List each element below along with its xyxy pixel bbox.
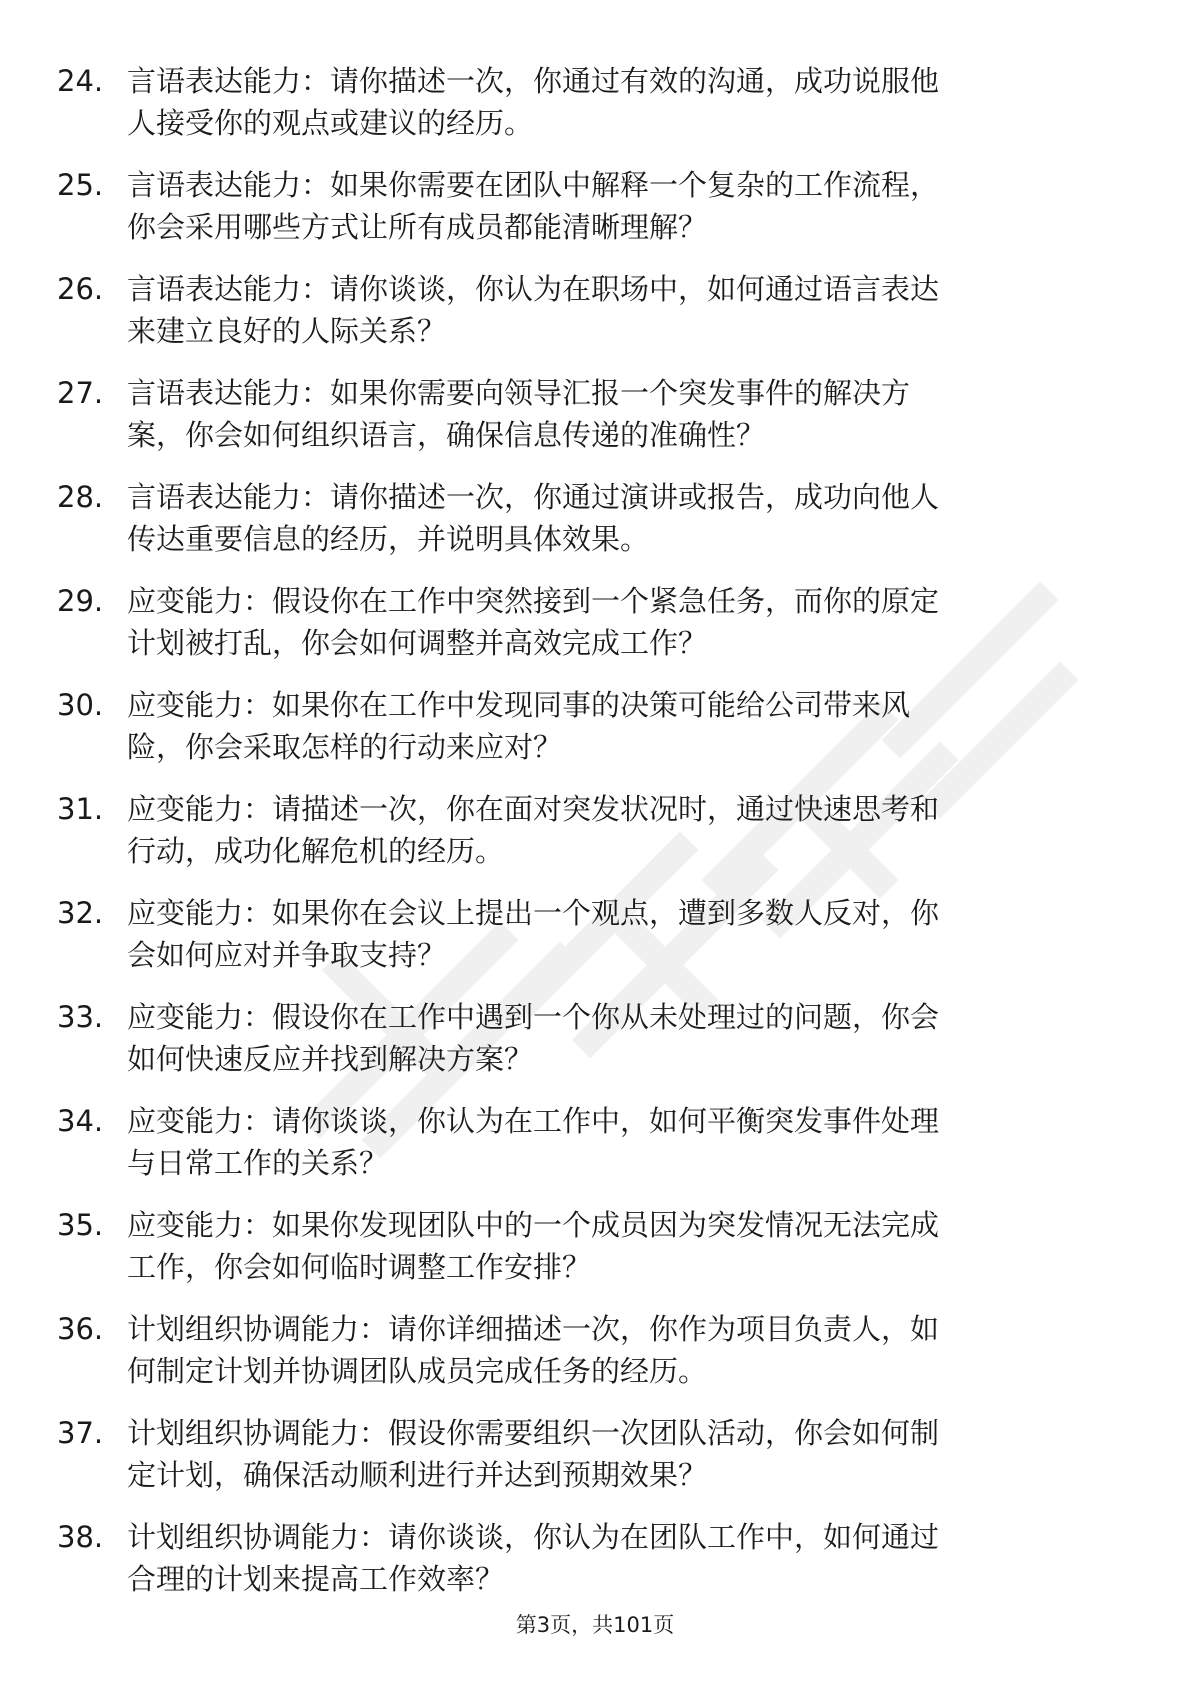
question-number: 34. <box>57 1104 104 1138</box>
question-line: 言语表达能力：如果你需要在团队中解释一个复杂的工作流程， <box>127 168 940 202</box>
question-line: 应变能力：如果你发现团队中的一个成员因为突发情况无法完成 <box>127 1208 940 1242</box>
question-text <box>127 476 1127 560</box>
question-text <box>127 788 1127 872</box>
question-item <box>0 464 1190 568</box>
question-line: 行动，成功化解危机的经历。 <box>127 834 505 868</box>
question-line: 如何快速反应并找到解决方案？ <box>127 1042 534 1076</box>
question-item <box>0 1504 1190 1608</box>
question-number: 32. <box>57 896 104 930</box>
question-line: 定计划，确保活动顺利进行并达到预期效果？ <box>127 1458 708 1492</box>
question-text <box>127 1308 1127 1392</box>
question-text <box>127 372 1127 456</box>
question-number: 27. <box>57 376 104 410</box>
question-line: 来建立良好的人际关系？ <box>127 314 447 348</box>
question-line: 会如何应对并争取支持？ <box>127 938 447 972</box>
question-line: 险，你会采取怎样的行动来应对？ <box>127 730 563 764</box>
question-item <box>0 360 1190 464</box>
question-line: 合理的计划来提高工作效率？ <box>127 1562 505 1596</box>
question-line: 案，你会如何组织语言，确保信息传递的准确性？ <box>127 418 766 452</box>
question-item <box>0 1192 1190 1296</box>
question-number: 36. <box>57 1312 104 1346</box>
question-line: 人接受你的观点或建议的经历。 <box>127 106 534 140</box>
question-text <box>127 1516 1127 1600</box>
question-text <box>127 892 1127 976</box>
question-item <box>0 880 1190 984</box>
question-line: 计划组织协调能力：假设你需要组织一次团队活动，你会如何制 <box>127 1416 940 1450</box>
question-item <box>0 984 1190 1088</box>
page-footer <box>0 1610 1190 1640</box>
question-number: 24. <box>57 64 104 98</box>
question-number: 26. <box>57 272 104 306</box>
question-item <box>0 1296 1190 1400</box>
question-line: 言语表达能力：如果你需要向领导汇报一个突发事件的解决方 <box>127 376 911 410</box>
question-line: 应变能力：请你谈谈，你认为在工作中，如何平衡突发事件处理 <box>127 1104 940 1138</box>
question-line: 应变能力：请描述一次，你在面对突发状况时，通过快速思考和 <box>127 792 940 826</box>
question-line: 应变能力：假设你在工作中突然接到一个紧急任务，而你的原定 <box>127 584 940 618</box>
question-line: 应变能力：假设你在工作中遇到一个你从未处理过的问题，你会 <box>127 1000 940 1034</box>
question-item <box>0 776 1190 880</box>
question-line: 计划组织协调能力：请你谈谈，你认为在团队工作中，如何通过 <box>127 1520 940 1554</box>
question-text <box>127 268 1127 352</box>
question-text <box>127 996 1127 1080</box>
question-list <box>0 48 1190 1608</box>
question-number: 37. <box>57 1416 104 1450</box>
page-number-label: 第3页，共101页 <box>515 1613 675 1637</box>
question-text <box>127 580 1127 664</box>
question-line: 言语表达能力：请你谈谈，你认为在职场中，如何通过语言表达 <box>127 272 940 306</box>
question-line: 言语表达能力：请你描述一次，你通过演讲或报告，成功向他人 <box>127 480 940 514</box>
question-item <box>0 256 1190 360</box>
question-line: 与日常工作的关系？ <box>127 1146 389 1180</box>
question-text <box>127 1100 1127 1184</box>
question-item <box>0 152 1190 256</box>
question-item <box>0 48 1190 152</box>
question-text <box>127 684 1127 768</box>
question-line: 应变能力：如果你在会议上提出一个观点，遭到多数人反对，你 <box>127 896 940 930</box>
question-number: 31. <box>57 792 104 826</box>
question-text <box>127 60 1127 144</box>
question-number: 29. <box>57 584 104 618</box>
question-line: 计划被打乱，你会如何调整并高效完成工作？ <box>127 626 708 660</box>
question-text <box>127 1204 1127 1288</box>
question-item <box>0 1400 1190 1504</box>
question-number: 28. <box>57 480 104 514</box>
question-number: 25. <box>57 168 104 202</box>
question-line: 何制定计划并协调团队成员完成任务的经历。 <box>127 1354 708 1388</box>
question-line: 应变能力：如果你在工作中发现同事的决策可能给公司带来风 <box>127 688 911 722</box>
question-number: 35. <box>57 1208 104 1242</box>
question-line: 工作，你会如何临时调整工作安排？ <box>127 1250 592 1284</box>
question-text <box>127 164 1127 248</box>
question-number: 38. <box>57 1520 104 1554</box>
question-line: 你会采用哪些方式让所有成员都能清晰理解？ <box>127 210 708 244</box>
question-item <box>0 1088 1190 1192</box>
question-item <box>0 568 1190 672</box>
question-line: 计划组织协调能力：请你详细描述一次，你作为项目负责人，如 <box>127 1312 940 1346</box>
question-item <box>0 672 1190 776</box>
question-line: 言语表达能力：请你描述一次，你通过有效的沟通，成功说服他 <box>127 64 940 98</box>
question-number: 33. <box>57 1000 104 1034</box>
question-number: 30. <box>57 688 104 722</box>
question-line: 传达重要信息的经历，并说明具体效果。 <box>127 522 650 556</box>
question-text <box>127 1412 1127 1496</box>
